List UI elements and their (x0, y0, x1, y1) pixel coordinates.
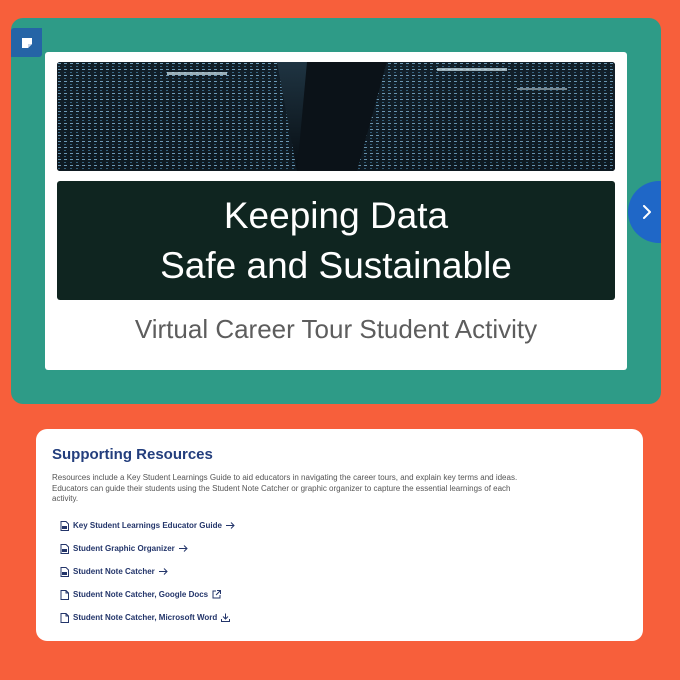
document-icon (60, 613, 69, 623)
resource-link[interactable] (60, 537, 235, 560)
slide-title-line-1: Keeping Data (223, 194, 449, 236)
data-center-image (57, 62, 615, 171)
chevron-right-icon (642, 205, 652, 219)
resource-link[interactable] (60, 560, 235, 583)
download-icon (221, 613, 230, 622)
slide-title-line-2: Safe and Sustainable (160, 244, 512, 286)
resource-label: Student Graphic Organizer (73, 544, 175, 553)
resources-title: Supporting Resources (52, 446, 213, 463)
pdf-icon (60, 521, 69, 531)
arrow-right-icon (226, 522, 235, 529)
supporting-resources-card (36, 429, 643, 641)
resource-label: Student Note Catcher, Microsoft Word (73, 613, 218, 622)
resource-link[interactable] (60, 583, 235, 606)
pdf-icon (60, 544, 69, 554)
arrow-right-icon (159, 568, 168, 575)
resource-label: Student Note Catcher (73, 567, 155, 576)
resources-list (60, 514, 235, 629)
external-link-icon (212, 590, 221, 599)
resources-description: Resources include a Key Student Learnings Guide to aid educators in navigating the career tours, and explain key terms and ideas. Educators can guide their students using the Student Note Catcher or graphic organizer to capture the essential learnings of each activity. (52, 473, 518, 503)
pdf-icon (60, 567, 69, 577)
resource-link[interactable] (60, 514, 235, 537)
arrow-right-icon (179, 545, 188, 552)
slide-title (57, 181, 615, 300)
resource-label: Key Student Learnings Educator Guide (73, 521, 222, 530)
resource-link[interactable] (60, 606, 235, 629)
resource-label: Student Note Catcher, Google Docs (73, 590, 209, 599)
document-icon (60, 590, 69, 600)
slide-subtitle: Virtual Career Tour Student Activity (134, 314, 538, 344)
sticky-note-icon[interactable] (11, 28, 42, 57)
